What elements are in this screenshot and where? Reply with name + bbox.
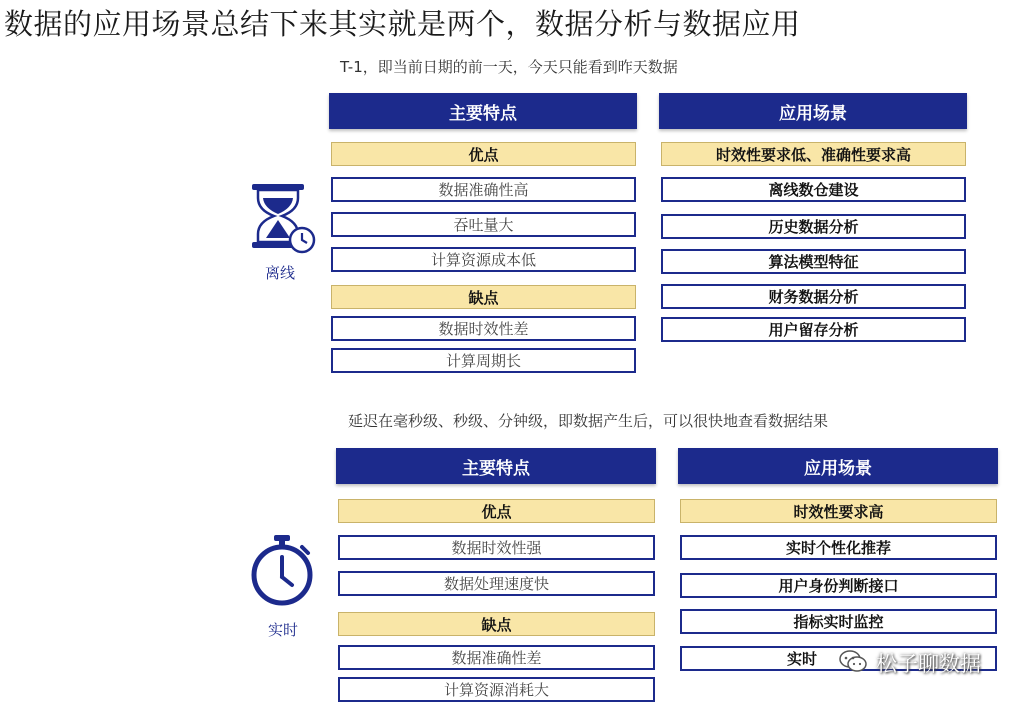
offline-label: 离线	[264, 264, 295, 282]
realtime-pro-item: 数据处理速度快	[338, 571, 655, 596]
offline-pro-item: 数据准确性高	[331, 177, 636, 202]
offline-pros-label: 优点	[331, 142, 636, 166]
realtime-scenario-item: 指标实时监控	[680, 609, 997, 634]
page-title: 数据的应用场景总结下来其实就是两个，数据分析与数据应用	[4, 7, 801, 41]
offline-pro-item: 吞吐量大	[331, 212, 636, 237]
offline-scenario-item: 财务数据分析	[661, 284, 966, 309]
realtime-scenarios-header: 应用场景	[678, 448, 998, 484]
hourglass-icon	[248, 180, 318, 260]
realtime-scenario-item: 用户身份判断接口	[680, 573, 997, 598]
realtime-scenario-item: 实时个性化推荐	[680, 535, 997, 560]
realtime-pro-item: 数据时效性强	[338, 535, 655, 560]
realtime-pros-label: 优点	[338, 499, 655, 523]
offline-scenario-tag: 时效性要求低、准确性要求高	[661, 142, 966, 166]
stopwatch-icon	[246, 533, 318, 613]
offline-pro-item: 计算资源成本低	[331, 247, 636, 272]
offline-scenario-item: 用户留存分析	[661, 317, 966, 342]
realtime-scenario-tag: 时效性要求高	[680, 499, 997, 523]
realtime-con-item: 计算资源消耗大	[338, 677, 655, 702]
offline-scenario-item: 历史数据分析	[661, 214, 966, 239]
realtime-cons-label: 缺点	[338, 612, 655, 636]
offline-scenario-item: 算法模型特征	[661, 249, 966, 274]
wechat-icon	[838, 649, 868, 678]
realtime-scenario-item: 实时	[680, 646, 997, 671]
realtime-label: 实时	[267, 621, 298, 639]
offline-cons-label: 缺点	[331, 285, 636, 309]
offline-scenarios-header: 应用场景	[659, 93, 967, 129]
realtime-features-header: 主要特点	[336, 448, 656, 484]
realtime-con-item: 数据准确性差	[338, 645, 655, 670]
offline-scenario-item: 离线数仓建设	[661, 177, 966, 202]
realtime-subtitle: 延迟在毫秒级、秒级、分钟级，即数据产生后，可以很快地查看数据结果	[348, 412, 829, 430]
watermark	[838, 648, 981, 678]
offline-con-item: 计算周期长	[331, 348, 636, 373]
offline-subtitle: T-1，即当前日期的前一天，今天只能看到昨天数据	[340, 58, 678, 76]
offline-con-item: 数据时效性差	[331, 316, 636, 341]
watermark-text: 松子聊数据	[876, 652, 981, 676]
offline-features-header: 主要特点	[329, 93, 637, 129]
